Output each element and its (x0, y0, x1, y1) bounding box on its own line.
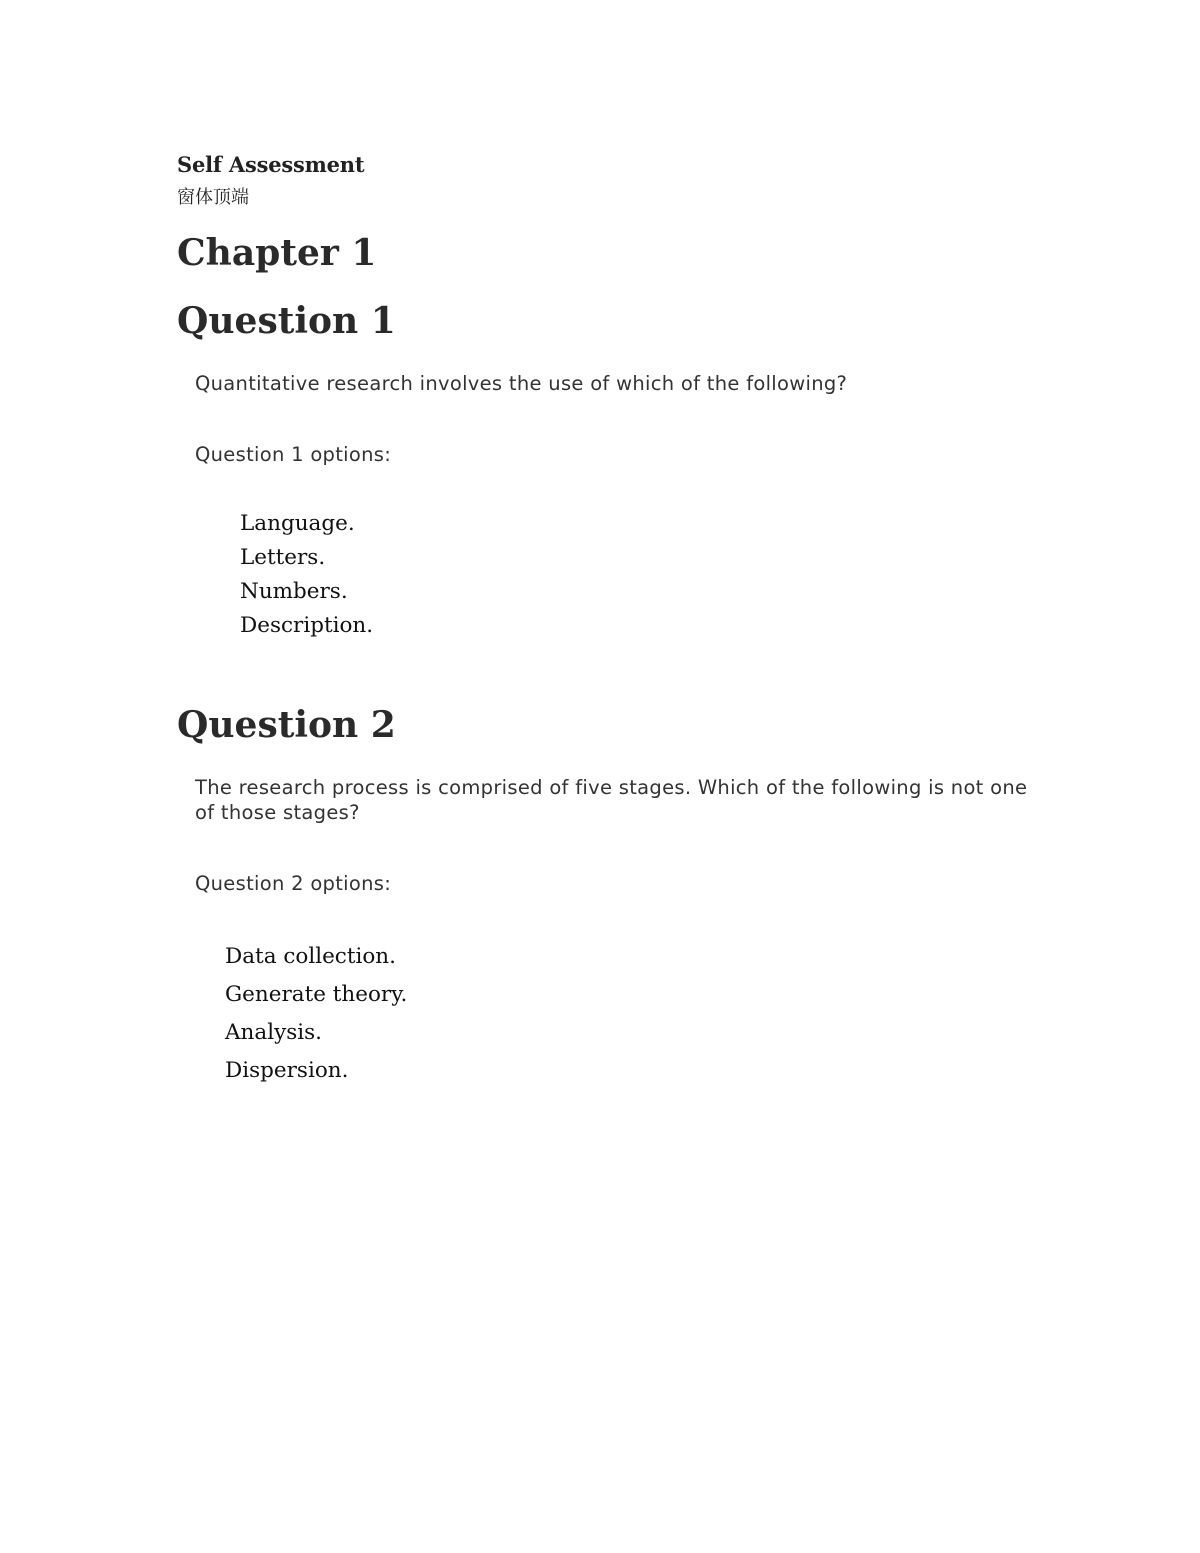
question-1-option[interactable]: Description. (240, 613, 374, 638)
question-1-options-label: Question 1 options: (195, 443, 392, 466)
question-1-option[interactable]: Numbers. (240, 579, 348, 604)
question-2-option[interactable]: Dispersion. (225, 1058, 349, 1083)
question-2-option[interactable]: Analysis. (225, 1020, 322, 1045)
document-title: Self Assessment (177, 152, 365, 177)
question-1-option[interactable]: Letters. (240, 545, 326, 570)
chapter-heading: Chapter 1 (177, 232, 377, 274)
question-2-option[interactable]: Generate theory. (225, 982, 408, 1007)
question-2-options (225, 938, 407, 1090)
question-1-option[interactable]: Language. (240, 511, 355, 536)
form-top-label: 窗体顶端 (177, 187, 249, 208)
question-1-heading: Question 1 (177, 300, 396, 342)
question-2-options-label: Question 2 options: (195, 872, 392, 895)
question-1-options (240, 507, 373, 643)
question-1-text: Quantitative research involves the use of which of the following? (195, 372, 848, 395)
question-2-heading: Question 2 (177, 704, 396, 746)
question-2-text: The research process is comprised of five stages. Which of the following is not one of those stages? (195, 776, 1028, 824)
question-2-option[interactable]: Data collection. (225, 944, 396, 969)
